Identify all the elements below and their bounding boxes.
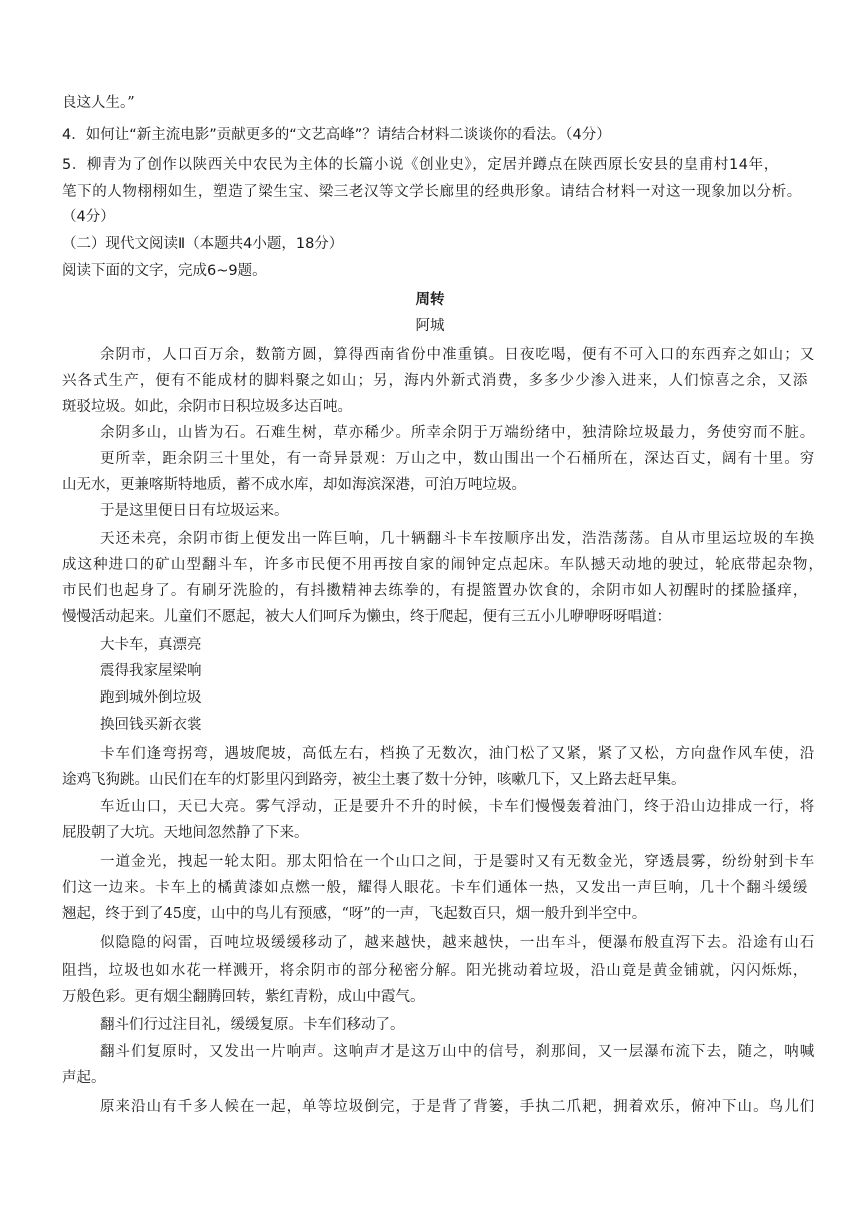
paragraph-line: 慢慢活动起来。儿童们不愿起，被大人们呵斥为懒虫，终于爬起，便有三五小儿咿咿呀呀唱道： bbox=[62, 609, 671, 625]
article-title: 周转 bbox=[415, 291, 445, 308]
paragraph-line: 似隐隐的闷雷，百吨垃圾缓缓移动了，越来越快，越来越快，一出车斗，便瀑布般直泻下去。沿途有山石 bbox=[100, 935, 816, 951]
paragraph-line: 翻斗们行过注目礼，缓缓复原。卡车们移动了。 bbox=[100, 1017, 405, 1033]
paragraph-line: 余阴多山，山皆为石。石难生树，草亦稀少。所幸余阴于万端纷绪中，独清除垃圾最力，务使穷而不脏。 bbox=[100, 425, 816, 441]
paragraph-line: 天还未亮，余阴市街上便发出一阵巨响，几十辆翻斗卡车按顺序出发，浩浩荡荡。自从市里运垃圾的车换 bbox=[100, 531, 816, 547]
song-line: 大卡车，真漂亮 bbox=[100, 637, 202, 653]
paragraph-line: 途鸡飞狗跳。山民们在车的灯影里闪到路旁，被尘土裹了数十分钟，咳嗽几下，又上路去赶早集。 bbox=[62, 772, 686, 788]
song-line: 跑到城外倒垃圾 bbox=[100, 690, 202, 706]
question-5-score: （4分） bbox=[62, 209, 115, 225]
section-instruction: 阅读下面的文字，完成6~9题。 bbox=[62, 263, 267, 279]
song-line: 震得我家屋梁响 bbox=[100, 663, 202, 679]
question-5: 5．柳青为了创作以陕西关中农民为主体的长篇小说《创业史》，定居并蹲点在陕西原长安县的皇甫村14年， bbox=[62, 157, 779, 173]
paragraph-line: 原来沿山有千多人候在一起，单等垃圾倒完，于是背了背篓，手执二爪耙，拥着欢乐，俯冲下山。鸟儿们 bbox=[100, 1099, 816, 1115]
paragraph-line: 卡车们逢弯拐弯，遇坡爬坡，高低左右，档换了无数次，油门松了又紧，紧了又松，方向盘作风车使，沿 bbox=[100, 746, 816, 762]
paragraph-line: 一道金光，拽起一轮太阳。那太阳恰在一个山口之间，于是霎时又有无数金光，穿透晨雾，纷纷射到卡车 bbox=[100, 854, 816, 870]
paragraph-line: 屁股朝了大坑。天地间忽然静了下来。 bbox=[62, 825, 309, 841]
paragraph-line: 更所幸，距余阴三十里处，有一奇异景观：万山之中，数山围出一个石桶所在，深达百丈，阔有十里。穷 bbox=[100, 451, 816, 467]
paragraph-line: 斑驳垃圾。如此，余阴市日积垃圾多达百吨。 bbox=[62, 399, 352, 415]
paragraph-line: 兴各式生产，便有不能成材的脚料聚之如山；另，海内外新式消费，多多少少渗入进来，人们惊喜之余，又添 bbox=[62, 373, 809, 389]
text-line: 良这人生。” bbox=[62, 95, 135, 111]
paragraph-line: 翻斗们复原时，又发出一片响声。这响声才是这万山中的信号，刹那间，又一层瀑布流下去，随之，呐喊 bbox=[100, 1044, 816, 1060]
paragraph-line: 山无水，更兼喀斯特地质，蓄不成水库，却如海滨深港，可泊万吨垃圾。 bbox=[62, 477, 526, 493]
paragraph-line: 市民们也起身了。有刷牙洗脸的，有抖擞精神去练拳的，有提篮置办饮食的，余阴市如人初醒时的揉脸搔痒， bbox=[62, 583, 809, 599]
paragraph-line: 翘起，终于到了45度，山中的鸟儿有预感，“呀”的一声，飞起数百只，烟一般升到半空中。 bbox=[62, 906, 647, 922]
question-5-line-2: 笔下的人物栩栩如生，塑造了梁生宝、梁三老汉等文学长廊里的经典形象。请结合材料一对这一现象加以分析。 bbox=[62, 184, 802, 200]
song-line: 换回钱买新衣裳 bbox=[100, 717, 202, 733]
article-author: 阿城 bbox=[415, 318, 445, 334]
section-heading: （二）现代文阅读Ⅱ（本题共4小题，18分） bbox=[62, 236, 344, 252]
paragraph-line: 车近山口，天已大亮。雾气浮动，正是要升不升的时候，卡车们慢慢轰着油门，终于沿山边排成一行，将 bbox=[100, 799, 816, 815]
paragraph-line: 们这一边来。卡车上的橘黄漆如点燃一般，耀得人眼花。卡车们通体一热，又发出一声巨响，几十个翻斗缓缓 bbox=[62, 880, 809, 896]
paragraph-line: 声起。 bbox=[62, 1070, 106, 1086]
paragraph-line: 余阴市，人口百万余，数箭方圆，算得西南省份中准重镇。日夜吃喝，便有不可入口的东西弃之如山；又 bbox=[100, 347, 816, 363]
paragraph-line: 于是这里便日日有垃圾运来。 bbox=[100, 503, 289, 519]
paragraph-line: 阻挡，垃圾也如水花一样溅开，将余阴市的部分秘密分解。阳光挑动着垃圾，沿山竟是黄金铺就，闪闪烁烁， bbox=[62, 963, 809, 979]
paragraph-line: 万般色彩。更有烟尘翻腾回转，紫红青粉，成山中霞气。 bbox=[62, 989, 425, 1005]
paragraph-line: 成这种进口的矿山型翻斗车，许多市民便不用再按自家的闹钟定点起床。车队撼天动地的驶过，轮底带起杂物， bbox=[62, 557, 824, 573]
question-4: 4．如何让“新主流电影”贡献更多的“文艺高峰”？请结合材料二谈谈你的看法。（4分） bbox=[62, 127, 611, 143]
